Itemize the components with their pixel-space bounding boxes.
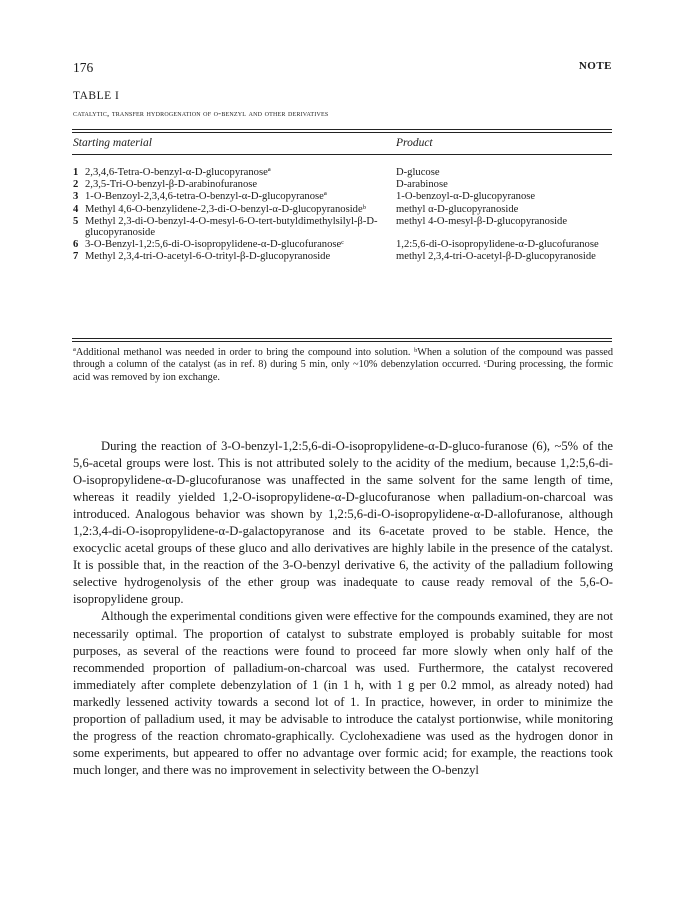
table-footnotes: ªAdditional methanol was needed in order to bring the compound into solution. ᵇWhen a solution of the compound was passed through a column of the catalyst (as in ref. 8) during 5 min, only ~10% debenzylation occurred. ᶜDuring processing, the formic acid was removed by ion exchange. bbox=[73, 347, 613, 383]
column-header-product: Product bbox=[396, 137, 433, 149]
row-number: 4 bbox=[73, 203, 79, 215]
row-number: 1 bbox=[73, 167, 79, 178]
product-cell: D-glucose bbox=[396, 167, 440, 178]
starting-material-cell: 2,3,4,6-Tetra-O-benzyl-α-D-glucopyranoseª bbox=[85, 167, 271, 178]
row-number: 5 bbox=[73, 215, 79, 227]
starting-material-cell: Methyl 2,3-di-O-benzyl-4-O-mesyl-6-O-tert-butyldimethylsilyl-β-D-glucopyranoside bbox=[85, 215, 378, 239]
product-cell: 1,2:5,6-di-O-isopropylidene-α-D-glucofuranose bbox=[396, 239, 599, 251]
running-head: NOTE bbox=[578, 60, 612, 72]
product-cell: D-arabinose bbox=[396, 179, 448, 191]
table-top-rule bbox=[72, 129, 612, 130]
table-top-rule-double bbox=[72, 132, 612, 133]
page-number: 176 bbox=[73, 60, 94, 75]
table-row bbox=[73, 167, 613, 178]
column-header-starting-material: Starting material bbox=[73, 137, 152, 149]
table-header-rule bbox=[72, 154, 612, 155]
product-cell: 1-O-benzoyl-α-D-glucopyranose bbox=[396, 191, 536, 203]
table-row bbox=[73, 239, 613, 250]
starting-material-cell: 3-O-Benzyl-1,2:5,6-di-O-isopropylidene-α-D-glucofuranoseᶜ bbox=[85, 239, 344, 251]
row-number: 2 bbox=[73, 179, 79, 191]
table-row bbox=[73, 179, 613, 190]
product-cell: methyl α-D-glucopyranoside bbox=[396, 203, 519, 215]
table-bottom-rule bbox=[72, 338, 612, 339]
table-row bbox=[73, 251, 613, 262]
product-cell: methyl 4-O-mesyl-β-D-glucopyranoside bbox=[396, 215, 568, 227]
table-bottom-rule-double bbox=[72, 341, 612, 342]
product-cell: methyl 2,3,4-tri-O-acetyl-β-D-glucopyranoside bbox=[396, 251, 596, 263]
table-row bbox=[73, 191, 613, 202]
table-body bbox=[73, 167, 613, 264]
starting-material-cell: Methyl 4,6-O-benzylidene-2,3-di-O-benzyl-α-D-glucopyranosideᵇ bbox=[85, 203, 366, 215]
row-number: 6 bbox=[73, 239, 79, 251]
paragraph: Although the experimental conditions given were effective for the compounds examined, they are not necessarily optimal. The proportion of catalyst to substrate employed is probably suitable for most purposes, as several of the reactions were found to proceed far more slowly when only half of the recommended proportion of palladium-on-charcoal was used. Furthermore, the catalyst recovered immediately after complete debenzylation of 1 (in 1 h, with 1 g per 0.2 mmol, as already noted) had markedly lessened activity towards a second lot of 1. In practice, however, in order to minimize the proportion of palladium used, it may be advisable to introduce the catalyst portionwise, while monitoring the progress of the reaction chromato-graphically. Cyclohexadiene was used as the hydrogen donor in some experiments, but appeared to offer no advantage over formic acid; for example, the reactions took much longer, and there was no improvement in selectivity between the O-benzyl bbox=[73, 609, 613, 777]
table-caption: catalytic, transfer hydrogenation of o-benzyl and other derivatives bbox=[73, 108, 329, 118]
starting-material-cell: 1-O-Benzoyl-2,3,4,6-tetra-O-benzyl-α-D-glucopyranoseª bbox=[85, 191, 327, 203]
table-row bbox=[73, 204, 613, 215]
table-row bbox=[73, 216, 613, 238]
row-number: 7 bbox=[73, 251, 79, 263]
page-header bbox=[73, 60, 612, 80]
paragraph: During the reaction of 3-O-benzyl-1,2:5,6-di-O-isopropylidene-α-D-gluco-furanose (6), ~5% of the 5,6-acetal groups were lost. This is not attributed solely to the acidity of the medium, because 1,2:5,6-di-O-isopropylidene-α-D-glucofuranose was unaffected in the same solvent for the same length of time, whereas it readily yielded 1,2-O-isopropylidene-α-D-glucofuranose when palladium-on-charcoal was introduced. Analogous behavior was shown by 1,2:5,6-di-O-isopropylidene-α-D-allofuranose, although 1,2:3,4-di-O-isopropylidene-α-D-galactopyranose and its 6-acetate proved to be stable. Hence, the exocyclic acetal groups of these gluco and allo derivatives are highly labile in the presence of the catalyst. It is possible that, in the reaction of the 3-O-benzyl derivative 6, the activity of the palladium following selective hydrogenolysis of the ether group was inadequate to cause ready removal of the 5,6-O-isopropylidene group. bbox=[73, 439, 613, 607]
starting-material-cell: Methyl 2,3,4-tri-O-acetyl-6-O-trityl-β-D-glucopyranoside bbox=[85, 251, 331, 263]
body-text bbox=[73, 438, 613, 779]
table-label: TABLE I bbox=[73, 90, 120, 102]
starting-material-cell: 2,3,5-Tri-O-benzyl-β-D-arabinofuranose bbox=[85, 179, 258, 191]
row-number: 3 bbox=[73, 191, 79, 203]
